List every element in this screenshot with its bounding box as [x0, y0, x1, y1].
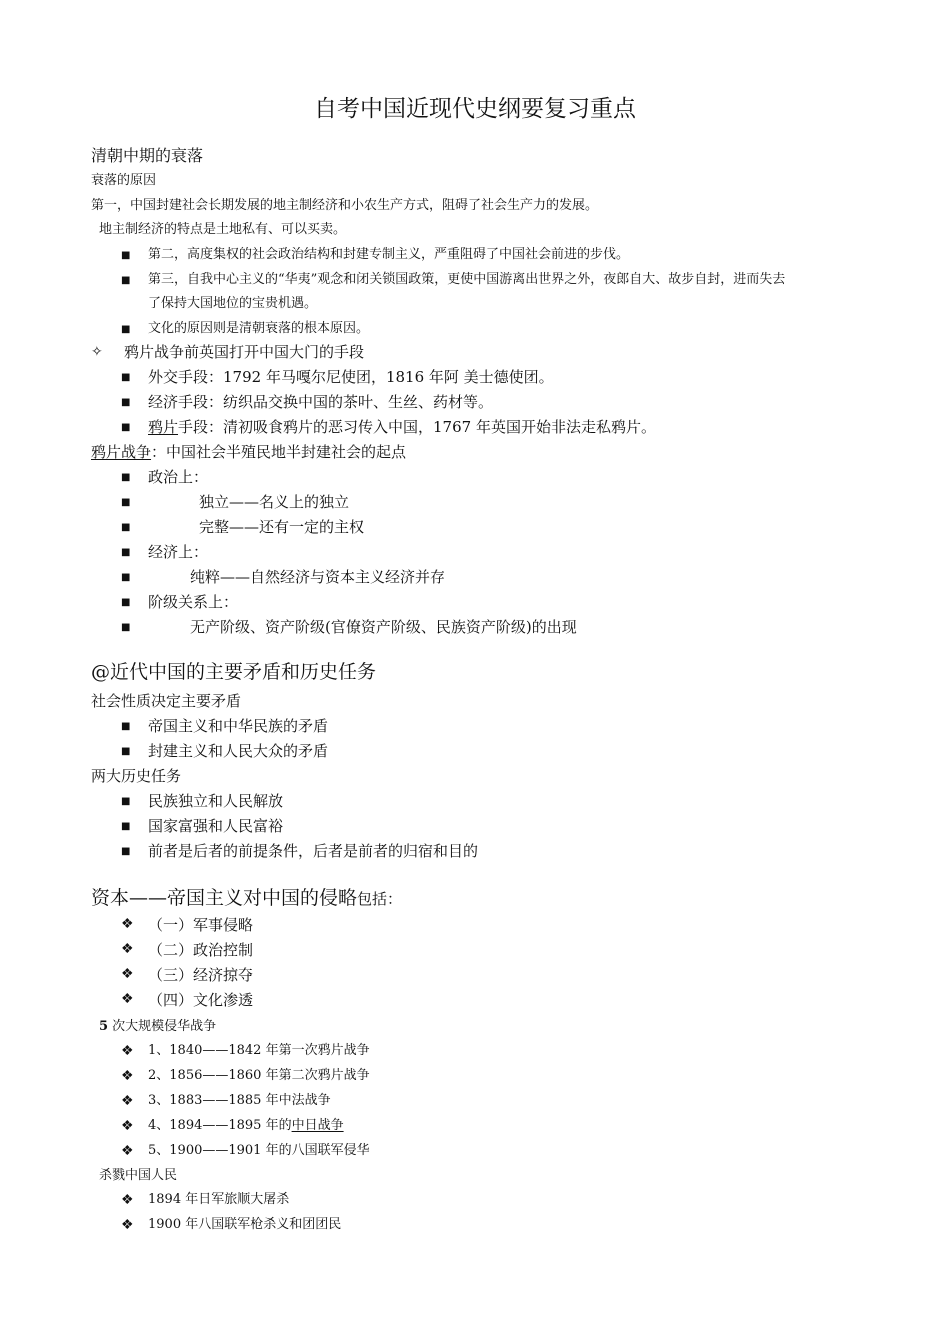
list-item-classes-emerge: 无产阶级、资产阶级(官僚资产阶级、民族资产阶级)的出现	[190, 618, 577, 636]
subheading-massacres: 杀戮中国人民	[99, 1168, 178, 1183]
four-diamond-icon: ❖	[121, 916, 134, 932]
subheading-social-nature: 社会性质决定主要矛盾	[91, 692, 242, 710]
four-diamond-icon: ❖	[121, 1192, 134, 1208]
square-bullet-icon: ■	[121, 547, 131, 558]
four-diamond-icon: ❖	[121, 966, 134, 982]
paragraph-landlord-economy: 地主制经济的特点是土地私有、可以买卖。	[99, 222, 347, 237]
four-diamond-icon: ❖	[121, 1068, 134, 1084]
section-heading-qing-decline: 清朝中期的衰落	[91, 146, 204, 165]
list-item-third-reason: 第三，自我中心主义的“华夷”观念和闭关锁国政策，更使中国游离出世界之外，夜郎自大、故步自封，进而失去	[148, 272, 786, 287]
list-item-war-1: 1、1840——1842 年第一次鸦片战争	[148, 1043, 370, 1058]
paragraph-first-reason: 第一，中国封建社会长期发展的地主制经济和小农生产方式，阻碍了社会生产力的发展。	[91, 198, 599, 213]
sino-japanese-war-underlined: 中日战争	[291, 1118, 344, 1133]
subheading-decline-reasons: 衰落的原因	[91, 173, 157, 188]
square-bullet-icon: ■	[121, 572, 131, 583]
subheading-five-wars	[99, 1019, 216, 1035]
list-item-second-reason: 第二，高度集权的社会政治结构和封建专制主义，严重阻碍了中国社会前进的步伐。	[148, 247, 630, 262]
four-diamond-icon: ❖	[121, 1217, 134, 1233]
list-item-war-3: 3、1883——1885 年中法战争	[148, 1093, 331, 1108]
square-bullet-icon: ■	[121, 275, 131, 286]
list-item-imperialism-contradiction: 帝国主义和中华民族的矛盾	[148, 717, 329, 735]
list-item-independence: 独立——名义上的独立	[199, 493, 350, 511]
list-item-prosperity: 国家富强和人民富裕	[148, 817, 284, 835]
square-bullet-icon: ■	[121, 721, 131, 732]
list-item-third-reason-cont: 了保持大国地位的宝贵机遇。	[148, 296, 318, 311]
square-bullet-icon: ■	[121, 522, 131, 533]
four-diamond-icon: ❖	[121, 1118, 134, 1134]
square-bullet-icon: ■	[121, 821, 131, 832]
square-bullet-icon: ■	[121, 397, 131, 408]
list-item-economic-means: 经济手段：纺织品交换中国的茶叶、生丝、药材等。	[148, 393, 494, 411]
outline-star-icon: ✧	[91, 344, 103, 360]
section-heading-britain-means: 鸦片战争前英国打开中国大门的手段	[124, 343, 365, 361]
opium-underlined: 鸦片	[148, 418, 179, 436]
list-item-class-relations: 阶级关系上：	[148, 593, 239, 611]
square-bullet-icon: ■	[121, 497, 131, 508]
five-wars-text: 次大规模侵华战争	[108, 1019, 217, 1034]
list-item-lushun-massacre: 1894 年日军旅顺大屠杀	[148, 1192, 290, 1207]
list-item-military: （一）军事侵略	[148, 916, 254, 934]
four-diamond-icon: ❖	[121, 1093, 134, 1109]
four-diamond-icon: ❖	[121, 941, 134, 957]
square-bullet-icon: ■	[121, 746, 131, 757]
list-item-opium-means	[148, 418, 656, 436]
square-bullet-icon: ■	[121, 597, 131, 608]
list-item-national-independence: 民族独立和人民解放	[148, 792, 284, 810]
square-bullet-icon: ■	[121, 796, 131, 807]
list-item-political-control: （二）政治控制	[148, 941, 254, 959]
list-item-boxer-killings: 1900 年八国联军枪杀义和团团民	[148, 1217, 342, 1232]
square-bullet-icon: ■	[121, 846, 131, 857]
list-item-purity: 纯粹——自然经济与资本主义经济并存	[190, 568, 446, 586]
section-heading-main-contradictions: @近代中国的主要矛盾和历史任务	[91, 661, 377, 683]
list-item-war-4	[148, 1118, 344, 1134]
opium-war-heading-text: ：中国社会半殖民地半封建社会的起点	[151, 443, 407, 461]
list-item-economic: 经济上：	[148, 543, 209, 561]
square-bullet-icon: ■	[121, 422, 131, 433]
list-item-war-5: 5、1900——1901 年的八国联军侵华	[148, 1143, 370, 1158]
list-item-integrity: 完整——还有一定的主权	[199, 518, 365, 536]
square-bullet-icon: ■	[121, 372, 131, 383]
aggression-heading-main: 资本——帝国主义对中国的侵略	[91, 887, 358, 909]
aggression-heading-suffix: 包括：	[357, 890, 403, 908]
square-bullet-icon: ■	[121, 250, 131, 261]
page-title: 自考中国近现代史纲要复习重点	[314, 96, 636, 122]
section-heading-opium-war	[91, 443, 406, 461]
list-item-political: 政治上：	[148, 468, 209, 486]
list-item-economic-plunder: （三）经济掠夺	[148, 966, 254, 984]
section-heading-aggression	[91, 887, 402, 910]
list-item-cultural-infiltration: （四）文化渗透	[148, 991, 254, 1009]
list-item-cultural-reason: 文化的原因则是清朝衰落的根本原因。	[148, 321, 370, 336]
list-item-war-2: 2、1856——1860 年第二次鸦片战争	[148, 1068, 370, 1083]
subheading-two-tasks: 两大历史任务	[91, 767, 182, 785]
list-item-feudalism-contradiction: 封建主义和人民大众的矛盾	[148, 742, 329, 760]
war-4-text: 4、1894——1895 年的	[148, 1118, 292, 1133]
square-bullet-icon: ■	[121, 472, 131, 483]
opium-war-underlined: 鸦片战争	[91, 443, 152, 461]
four-diamond-icon: ❖	[121, 991, 134, 1007]
list-item-diplomatic-means: 外交手段：1792 年马嘎尔尼使团，1816 年阿 美士德使团。	[148, 368, 554, 386]
list-item-relationship: 前者是后者的前提条件，后者是前者的归宿和目的	[148, 842, 479, 860]
square-bullet-icon: ■	[121, 622, 131, 633]
four-diamond-icon: ❖	[121, 1043, 134, 1059]
opium-means-text: 手段：清初吸食鸦片的恶习传入中国，1767 年英国开始非法走私鸦片。	[178, 418, 656, 436]
square-bullet-icon: ■	[121, 324, 131, 335]
five-wars-number: 5	[99, 1019, 109, 1034]
four-diamond-icon: ❖	[121, 1143, 134, 1159]
